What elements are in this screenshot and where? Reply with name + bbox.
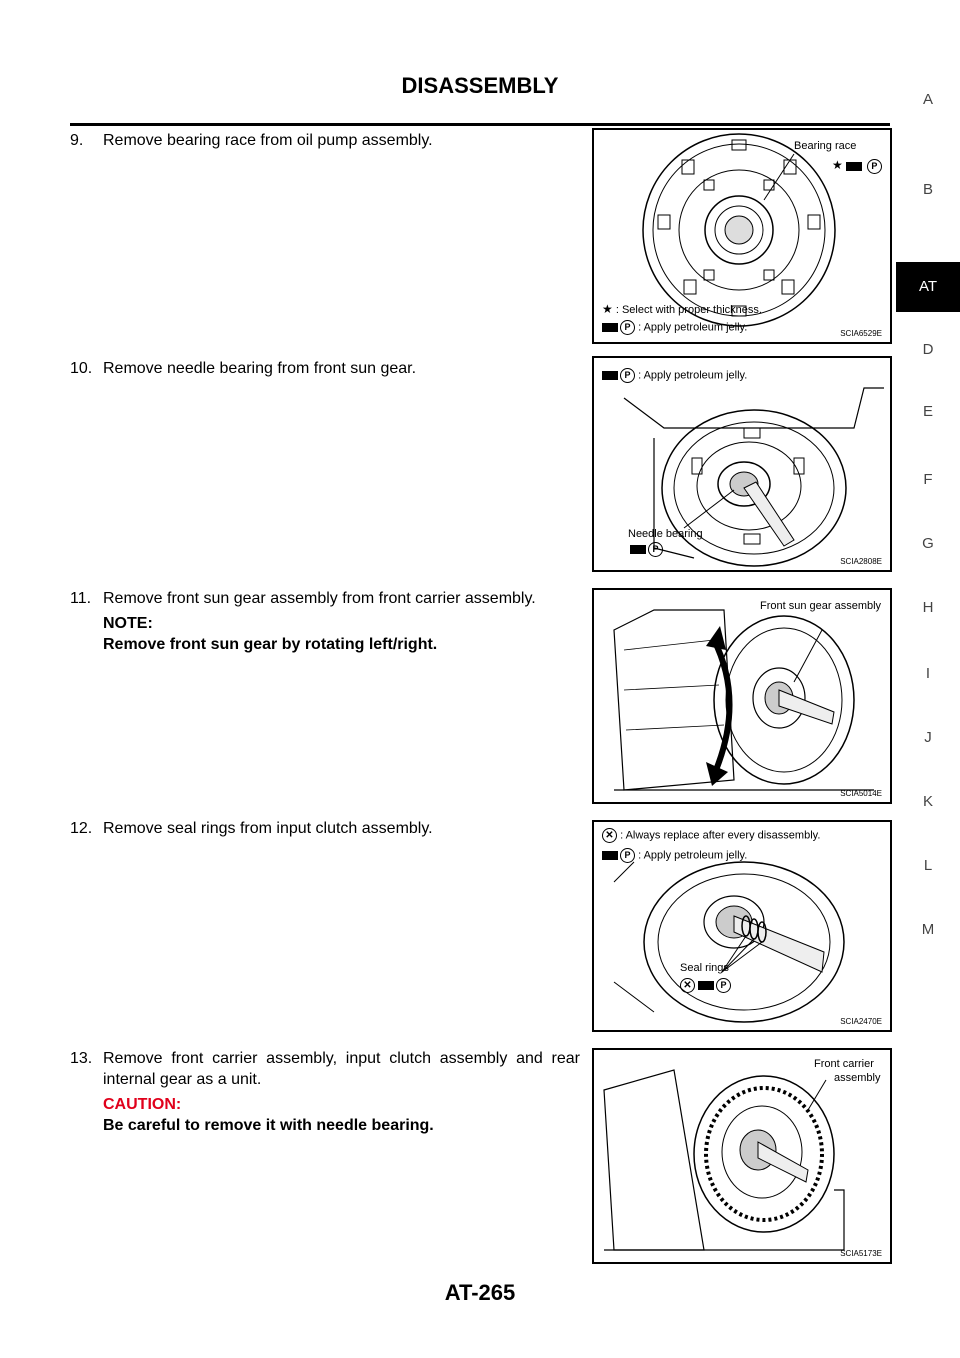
step-text: Remove needle bearing from front sun gear. [103,360,417,377]
index-letter-e[interactable]: E [922,403,933,420]
transmission-case-illustration [594,590,890,802]
figure-front-sun-gear-assembly [592,588,892,804]
step-12 [70,818,575,839]
label-front-carrier-line1: Front carrier [814,1058,874,1070]
petroleum-jelly-icon [602,851,618,860]
label-front-carrier-line2: assembly [834,1072,881,1084]
step-text: Remove front sun gear assembly from front carrier assembly. [103,590,536,607]
petroleum-p-icon: P [716,978,731,993]
step-number: 13. [70,1050,93,1067]
step-number: 12. [70,820,93,837]
index-letter-f[interactable]: F [923,471,933,488]
petroleum-jelly-icon [602,371,618,380]
index-letter-a[interactable]: A [922,91,933,108]
step-text: Remove front carrier assembly, input clutch assembly and rear internal gear as a unit. [103,1050,580,1088]
legend-text: : Apply petroleum jelly. [638,849,748,862]
index-letter-j[interactable]: J [924,729,932,746]
petroleum-jelly-icon [698,981,714,990]
figure-code: SCIA2470E [840,1017,882,1026]
index-letter-b[interactable]: B [922,181,933,198]
petroleum-p-icon: P [648,542,663,557]
step-text: Remove bearing race from oil pump assembly. [103,132,433,149]
index-letter-g[interactable]: G [922,535,934,552]
index-letter-m[interactable]: M [921,921,935,938]
replace-x-icon: ✕ [680,978,695,993]
legend-apply-jelly [602,848,747,863]
petroleum-p-icon: P [620,368,635,383]
step-9 [70,130,575,151]
step-number: 10. [70,360,93,377]
callout-icons [630,542,663,557]
index-letter-k[interactable]: K [922,793,933,810]
petroleum-p-icon: P [620,848,635,863]
section-index [896,0,960,1358]
page-title: DISASSEMBLY [401,73,559,98]
label-seal-rings: Seal rings [680,962,729,974]
callout-icons [680,978,731,993]
star-icon: ★ [832,158,843,172]
petroleum-p-icon: P [620,320,635,335]
replace-x-icon: ✕ [602,828,617,843]
petroleum-jelly-icon [630,545,646,554]
callout-icons [832,158,882,174]
step-number: 9. [70,132,84,149]
figure-code: SCIA6529E [840,329,882,338]
index-letter-at-active[interactable]: AT [896,262,960,312]
page-number: AT-265 [444,1280,516,1305]
figure-code: SCIA2808E [840,557,882,566]
legend-apply-jelly [602,368,747,383]
header-rule [70,123,890,126]
note-label: NOTE: [103,615,153,632]
note-text: Remove front sun gear by rotating left/right. [103,636,438,653]
step-13 [70,1048,580,1090]
legend-apply-jelly [602,320,747,335]
petroleum-jelly-icon [602,323,618,332]
legend-text: : Always replace after every disassembly. [620,829,821,842]
figure-oil-pump-bearing-race [592,128,892,344]
legend-text: : Select with proper thickness. [615,304,762,316]
star-icon: ★ [602,302,613,316]
figure-front-carrier-assembly [592,1048,892,1264]
index-letter-h[interactable]: H [922,599,934,616]
figure-seal-rings [592,820,892,1032]
legend-text: : Apply petroleum jelly. [638,369,748,382]
petroleum-p-icon: P [867,159,882,174]
figure-code: SCIA5173E [840,1249,882,1258]
figure-needle-bearing [592,356,892,572]
label-front-sun-gear: Front sun gear assembly [760,600,882,612]
legend-select-thickness [602,302,762,316]
label-bearing-race: Bearing race [794,140,857,152]
figure-code: SCIA5014E [840,789,882,798]
step-number: 11. [70,590,92,607]
label-needle-bearing: Needle bearing [628,528,703,540]
step-text: Remove seal rings from input clutch assembly. [103,820,433,837]
index-letter-d[interactable]: D [922,341,934,358]
legend-text: : Apply petroleum jelly. [638,321,748,334]
petroleum-jelly-icon [846,162,862,171]
index-letter-i[interactable]: I [925,665,931,682]
caution-text: Be careful to remove it with needle bearing. [103,1117,434,1134]
step-10 [70,358,575,379]
index-letter-l[interactable]: L [923,857,933,874]
caution-label: CAUTION: [103,1096,182,1113]
step-11 [70,588,575,609]
legend-always-replace [602,828,820,843]
